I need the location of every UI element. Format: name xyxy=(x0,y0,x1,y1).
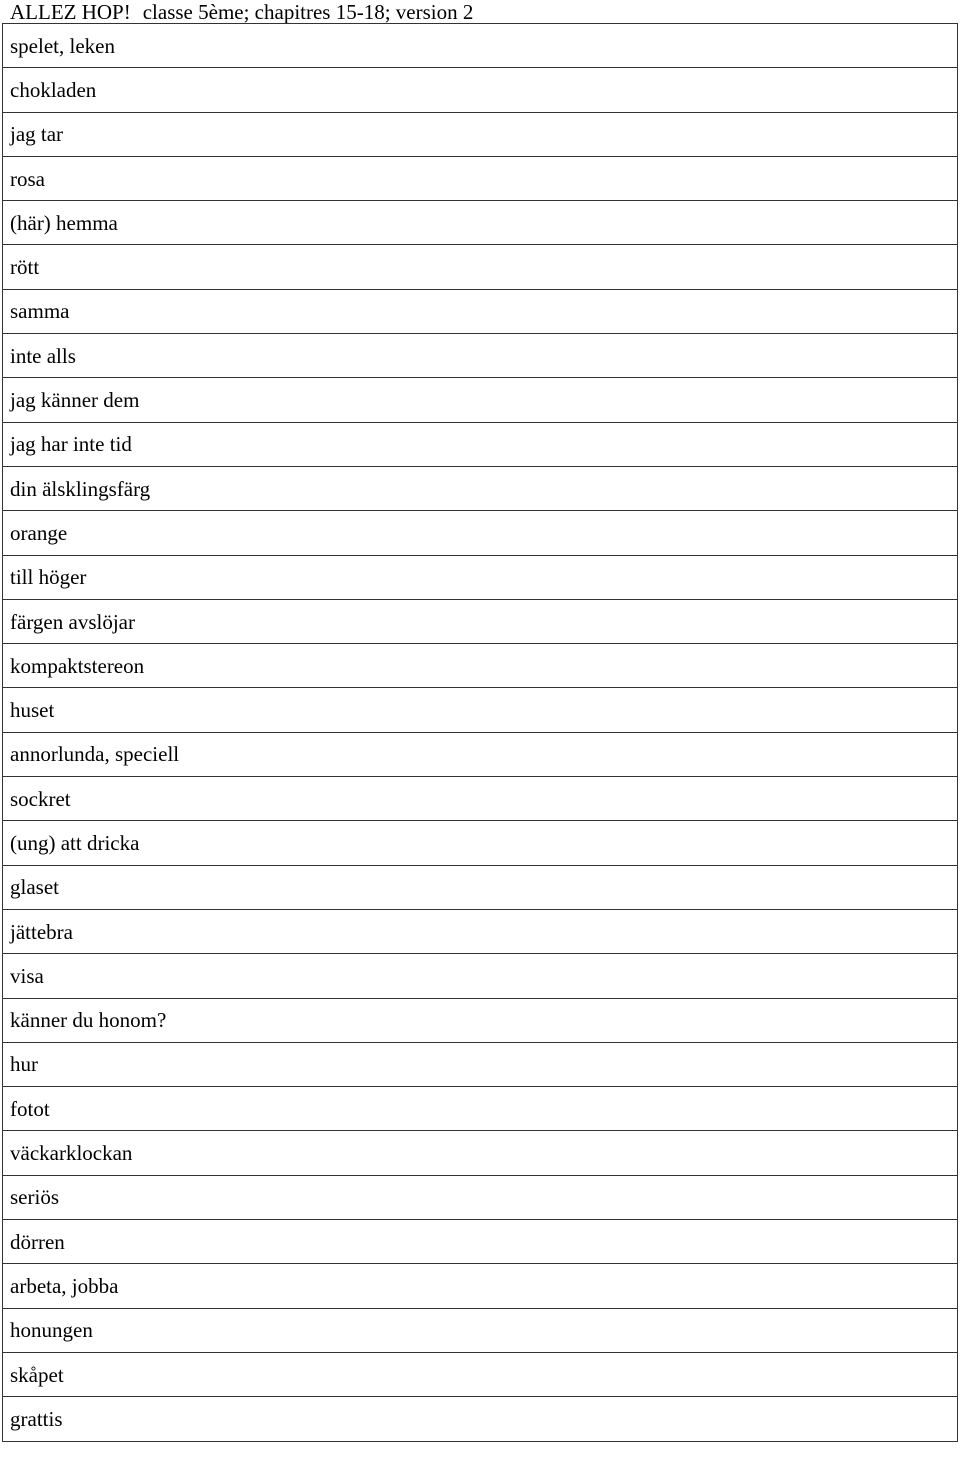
vocab-word-cell: jag känner dem xyxy=(3,378,958,422)
vocab-word-cell: samma xyxy=(3,289,958,333)
table-row xyxy=(3,1087,958,1131)
table-row xyxy=(3,777,958,821)
vocab-word-cell: glaset xyxy=(3,865,958,909)
vocab-word-cell: seriös xyxy=(3,1175,958,1219)
vocab-word-cell: jag har inte tid xyxy=(3,422,958,466)
table-row xyxy=(3,909,958,953)
table-row xyxy=(3,599,958,643)
table-row xyxy=(3,1308,958,1352)
vocab-word-cell: väckarklockan xyxy=(3,1131,958,1175)
table-row xyxy=(3,732,958,776)
table-row xyxy=(3,1175,958,1219)
vocab-word-cell: (ung) att dricka xyxy=(3,821,958,865)
vocab-word-cell: dörren xyxy=(3,1220,958,1264)
table-row xyxy=(3,1220,958,1264)
vocabulary-table-body xyxy=(3,24,958,1442)
table-row xyxy=(3,245,958,289)
vocab-word-cell: jag tar xyxy=(3,112,958,156)
table-row xyxy=(3,378,958,422)
table-row xyxy=(3,998,958,1042)
vocab-word-cell: skåpet xyxy=(3,1352,958,1396)
table-row xyxy=(3,1352,958,1396)
table-row xyxy=(3,1397,958,1441)
vocab-word-cell: arbeta, jobba xyxy=(3,1264,958,1308)
vocab-word-cell: annorlunda, speciell xyxy=(3,732,958,776)
table-row xyxy=(3,1042,958,1086)
vocab-word-cell: spelet, leken xyxy=(3,24,958,68)
table-row xyxy=(3,1264,958,1308)
table-row xyxy=(3,289,958,333)
table-row xyxy=(3,156,958,200)
table-row xyxy=(3,511,958,555)
vocab-word-cell: din älsklingsfärg xyxy=(3,466,958,510)
chapter-subtitle: classe 5ème; chapitres 15-18; version 2 xyxy=(142,0,474,24)
vocab-word-cell: huset xyxy=(3,688,958,732)
table-row xyxy=(3,1131,958,1175)
table-row xyxy=(3,821,958,865)
table-row xyxy=(3,68,958,112)
vocab-word-cell: rosa xyxy=(3,156,958,200)
book-title: ALLEZ HOP! xyxy=(10,0,131,24)
table-row xyxy=(3,422,958,466)
vocabulary-table xyxy=(2,23,958,1442)
vocab-word-cell: färgen avslöjar xyxy=(3,599,958,643)
vocab-word-cell: sockret xyxy=(3,777,958,821)
vocab-word-cell: visa xyxy=(3,954,958,998)
table-row xyxy=(3,112,958,156)
table-row xyxy=(3,865,958,909)
vocab-word-cell: inte alls xyxy=(3,334,958,378)
vocab-word-cell: till höger xyxy=(3,555,958,599)
vocab-word-cell: jättebra xyxy=(3,909,958,953)
table-row xyxy=(3,555,958,599)
table-row xyxy=(3,688,958,732)
table-row xyxy=(3,466,958,510)
vocab-word-cell: orange xyxy=(3,511,958,555)
table-row xyxy=(3,334,958,378)
table-row xyxy=(3,954,958,998)
vocab-word-cell: chokladen xyxy=(3,68,958,112)
vocab-word-cell: hur xyxy=(3,1042,958,1086)
vocab-word-cell: (här) hemma xyxy=(3,201,958,245)
page-title xyxy=(10,0,473,24)
vocab-word-cell: fotot xyxy=(3,1087,958,1131)
table-row xyxy=(3,201,958,245)
table-row xyxy=(3,644,958,688)
vocab-word-cell: känner du honom? xyxy=(3,998,958,1042)
vocab-word-cell: grattis xyxy=(3,1397,958,1441)
vocab-word-cell: rött xyxy=(3,245,958,289)
vocab-word-cell: kompaktstereon xyxy=(3,644,958,688)
table-row xyxy=(3,24,958,68)
vocab-word-cell: honungen xyxy=(3,1308,958,1352)
